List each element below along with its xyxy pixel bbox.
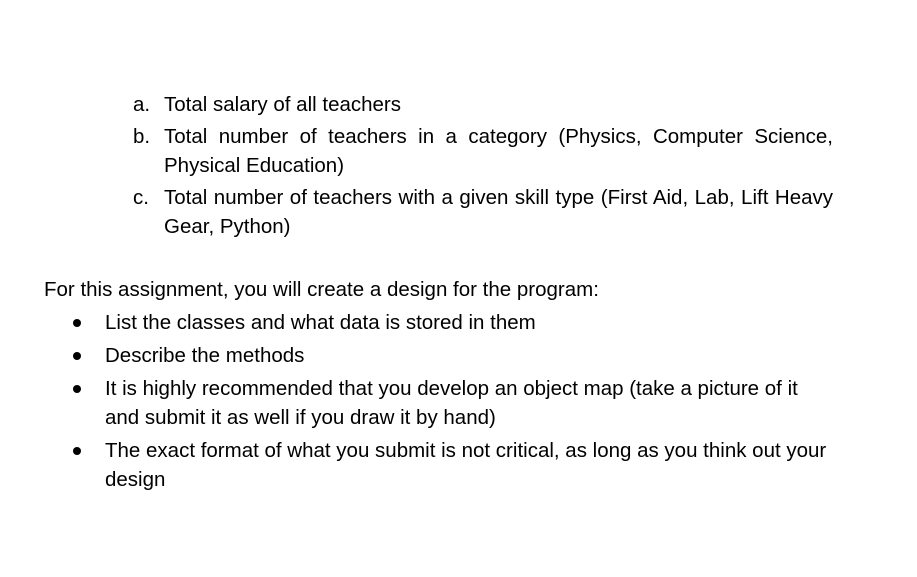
list-marker: a. xyxy=(133,93,151,116)
bullet-text: It is highly recommended that you develop an object map (take a picture of it and submit it as well if you draw it by hand) xyxy=(105,377,798,429)
list-item-text: Total salary of all teachers xyxy=(164,93,402,116)
list-item-text: Total number of teachers in a category (Physics, Computer Science, Physical Education) xyxy=(164,125,833,177)
bullet-text: The exact format of what you submit is not critical, as long as you think out your design xyxy=(105,439,827,491)
bullet-icon xyxy=(73,447,81,455)
bullet-text: List the classes and what data is stored in them xyxy=(105,311,536,334)
bullet-text: Describe the methods xyxy=(105,344,305,367)
list-item xyxy=(133,122,833,180)
bullet-item xyxy=(70,341,834,370)
bullet-item xyxy=(70,374,834,432)
intro-paragraph: For this assignment, you will create a design for the program: xyxy=(44,278,599,301)
bullet-icon xyxy=(73,352,81,360)
list-marker: b. xyxy=(133,125,151,148)
bullet-item xyxy=(70,308,834,337)
bullet-icon xyxy=(73,385,81,393)
bullet-icon xyxy=(73,319,81,327)
list-item xyxy=(133,90,833,119)
list-item-text: Total number of teachers with a given skill type (First Aid, Lab, Lift Heavy Gear, Python) xyxy=(164,186,833,238)
bullet-list xyxy=(70,308,834,498)
list-item xyxy=(133,183,833,241)
lettered-list xyxy=(133,90,833,244)
list-marker: c. xyxy=(133,186,149,209)
bullet-item xyxy=(70,436,834,494)
